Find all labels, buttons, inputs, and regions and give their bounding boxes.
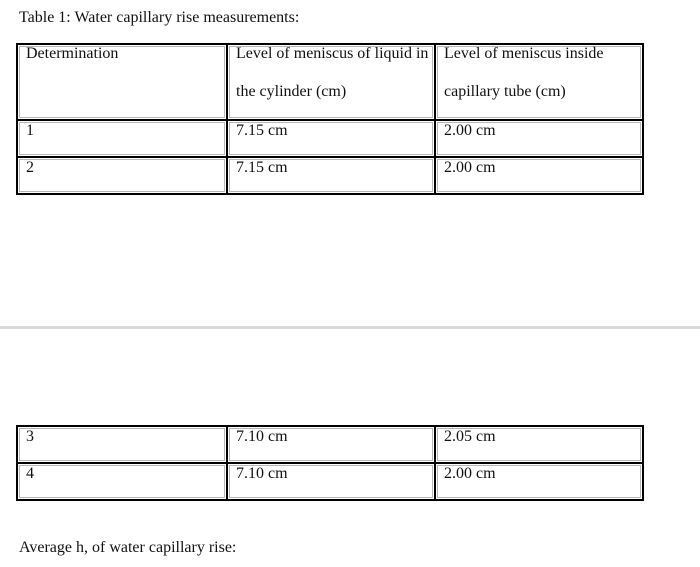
cell-cylinder (227, 426, 435, 463)
cell-text: 3 (26, 428, 34, 445)
table-row (17, 157, 643, 194)
header-capillary-line2: capillary tube (cm) (444, 83, 566, 100)
cell-text: 2.05 cm (444, 428, 496, 445)
cell-text: 2.00 cm (444, 159, 496, 176)
table-header-row (17, 44, 643, 120)
header-cylinder-level (227, 44, 435, 120)
header-cylinder-line2: the cylinder (cm) (236, 83, 347, 100)
table-row (17, 426, 643, 463)
cell-capillary (435, 120, 643, 157)
cell-determination (17, 463, 227, 500)
cell-cylinder (227, 157, 435, 194)
cell-determination (17, 426, 227, 463)
cell-text: 7.15 cm (236, 122, 288, 139)
cell-text: 2.00 cm (444, 122, 496, 139)
cell-capillary (435, 426, 643, 463)
cell-text: 1 (26, 122, 34, 139)
table-caption: Table 1: Water capillary rise measurements: (19, 9, 300, 26)
header-determination-label: Determination (26, 45, 119, 62)
cell-capillary (435, 157, 643, 194)
page-break-divider (0, 326, 700, 329)
cell-cylinder (227, 463, 435, 500)
cell-capillary (435, 463, 643, 500)
cell-cylinder (227, 120, 435, 157)
cell-text: 4 (26, 465, 34, 482)
cell-text: 2 (26, 159, 34, 176)
cell-text: 7.10 cm (236, 428, 288, 445)
measurements-table-top (16, 43, 644, 195)
cell-text: 7.10 cm (236, 465, 288, 482)
header-capillary-line1: Level of meniscus inside (444, 45, 604, 62)
cell-determination (17, 157, 227, 194)
measurements-table-bottom (16, 425, 644, 501)
table-row (17, 463, 643, 500)
header-determination (17, 44, 227, 120)
cell-determination (17, 120, 227, 157)
average-height-label: Average h, of water capillary rise: (19, 539, 237, 556)
header-cylinder-line1: Level of meniscus of liquid in (236, 45, 429, 62)
cell-text: 2.00 cm (444, 465, 496, 482)
table-row (17, 120, 643, 157)
cell-text: 7.15 cm (236, 159, 288, 176)
header-capillary-level (435, 44, 643, 120)
